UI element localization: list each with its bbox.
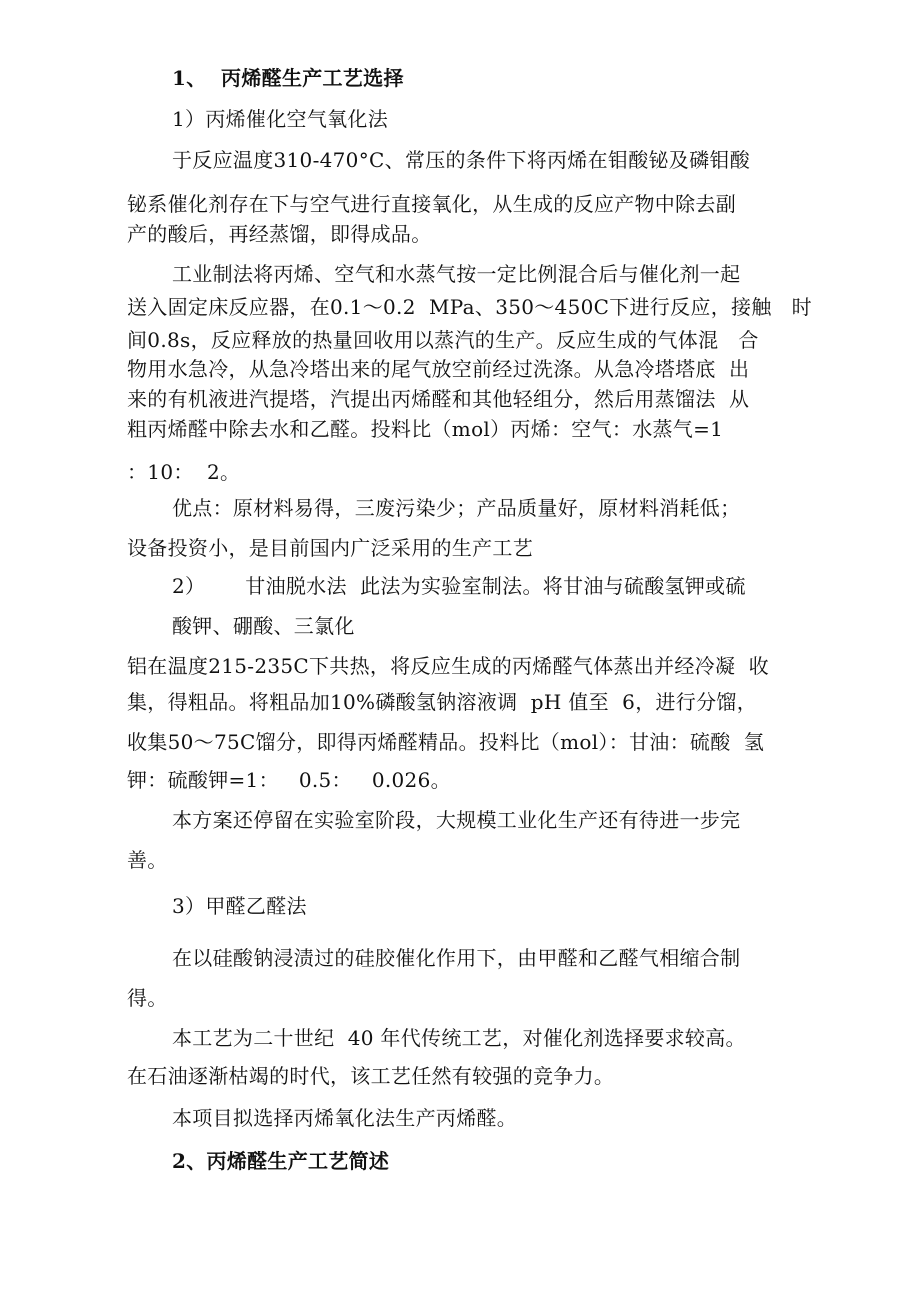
paragraph-line: 得。 xyxy=(127,986,168,1010)
paragraph-line: 优点：原材料易得，三废污染少；产品质量好，原材料消耗低； xyxy=(172,496,741,520)
subsection-title: 1）丙烯催化空气氧化法 xyxy=(172,107,389,131)
paragraph-line: 善。 xyxy=(127,848,168,872)
paragraph-line: 本项目拟选择丙烯氧化法生产丙烯醛。 xyxy=(172,1106,518,1130)
paragraph-line: 来的有机液进汽提塔，汽提出丙烯醛和其他轻组分，然后用蒸馏法 从 xyxy=(127,387,750,411)
paragraph-line: 在以硅酸钠浸渍过的硅胶催化作用下，由甲醛和乙醛气相缩合制 xyxy=(172,946,741,970)
paragraph-line: 送入固定床反应器，在0.1〜0.2 MPa、350〜450C下进行反应，接触 时 xyxy=(127,295,812,319)
paragraph-line: 铋系催化剂存在下与空气进行直接氧化，从生成的反应产物中除去副 xyxy=(127,192,736,216)
section-heading: 1、 丙烯醛生产工艺选择 xyxy=(172,66,404,90)
paragraph-line: 酸钾、硼酸、三氯化 xyxy=(172,614,355,638)
paragraph-line: 铝在温度215-235C下共热，将反应生成的丙烯醛气体蒸出并经冷凝 收 xyxy=(127,654,769,678)
paragraph-line: 设备投资小，是目前国内广泛采用的生产工艺 xyxy=(127,536,533,560)
paragraph-line: 钾：硫酸钾=1： 0.5： 0.026。 xyxy=(127,768,451,792)
paragraph-line: 工业制法将丙烯、空气和水蒸气按一定比例混合后与催化剂一起 xyxy=(172,262,741,286)
subsection-title: 2） 甘油脱水法 此法为实验室制法。将甘油与硫酸氢钾或硫 xyxy=(172,574,746,598)
paragraph-line: 粗丙烯醛中除去水和乙醛。投料比（mol）丙烯：空气：水蒸气=1 xyxy=(127,417,724,441)
section-heading: 2、丙烯醛生产工艺简述 xyxy=(172,1149,390,1173)
paragraph-line: 本方案还停留在实验室阶段，大规模工业化生产还有待进一步完 xyxy=(172,808,741,832)
paragraph-line: 本工艺为二十世纪 40 年代传统工艺，对催化剂选择要求较高。 xyxy=(172,1026,746,1050)
paragraph-line: 于反应温度310-470°C、常压的条件下将丙烯在钼酸铋及磷钼酸 xyxy=(172,148,751,172)
paragraph-line: 间0.8s，反应释放的热量回收用以蒸汽的生产。反应生成的气体混 合 xyxy=(127,328,759,352)
paragraph-line: 物用水急冷，从急冷塔出来的尾气放空前经过洗涤。从急冷塔塔底 出 xyxy=(127,357,750,381)
paragraph-line: 在石油逐渐枯竭的时代，该工艺任然有较强的竞争力。 xyxy=(127,1064,615,1088)
paragraph-line: 产的酸后，再经蒸馏，即得成品。 xyxy=(127,222,432,246)
subsection-title: 3）甲醛乙醛法 xyxy=(172,894,307,918)
paragraph-line: 收集50〜75C馏分，即得丙烯醛精品。投料比（mol）：甘油：硫酸 氢 xyxy=(127,730,765,754)
paragraph-line: ：10： 2。 xyxy=(127,460,241,484)
paragraph-line: 集，得粗品。将粗品加10%磷酸氢钠溶液调 pH 值至 6，进行分馏， xyxy=(127,690,758,714)
